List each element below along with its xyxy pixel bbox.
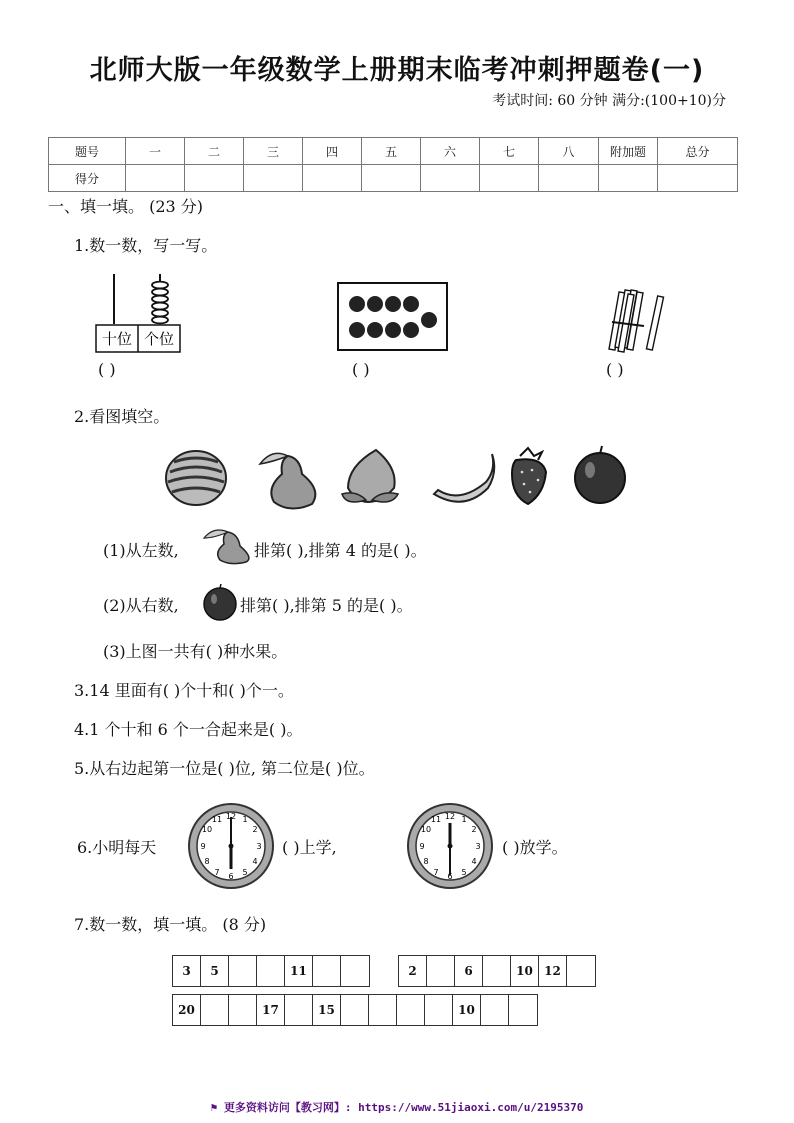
- answer-blank[interactable]: ( ): [98, 360, 116, 379]
- sticks-bundle-icon: [604, 286, 674, 356]
- svg-text:12: 12: [444, 812, 456, 821]
- page-title: 北师大版一年级数学上册期末临考冲刺押题卷(一): [89, 55, 705, 86]
- number-cell[interactable]: [425, 995, 453, 1025]
- number-cell[interactable]: 10: [511, 956, 539, 986]
- score-cell[interactable]: [303, 165, 362, 192]
- number-cell[interactable]: 17: [257, 995, 285, 1025]
- clock-icon: [405, 801, 495, 891]
- flag-icon: ⚑: [210, 1101, 224, 1114]
- abacus-label-tens: 十位: [101, 330, 133, 348]
- number-cell[interactable]: [229, 956, 257, 986]
- score-header-cell: 题号: [49, 138, 126, 165]
- svg-text:4: 4: [471, 857, 477, 866]
- number-sequence-b: [398, 955, 596, 987]
- score-cell[interactable]: [599, 165, 658, 192]
- score-cell[interactable]: [126, 165, 185, 192]
- footer-link[interactable]: [0, 1099, 794, 1115]
- number-cell[interactable]: [369, 995, 397, 1025]
- clock-icon: [186, 801, 276, 891]
- question-6-prefix: 6.小明每天: [77, 838, 157, 857]
- number-cell[interactable]: 15: [313, 995, 341, 1025]
- score-cell[interactable]: [185, 165, 244, 192]
- question-6-time2: ( )放学。: [502, 838, 568, 857]
- score-table-header-row: [49, 138, 738, 165]
- svg-text:11: 11: [430, 815, 442, 824]
- fruit-row: [160, 442, 640, 512]
- score-cell[interactable]: [421, 165, 480, 192]
- svg-text:11: 11: [211, 815, 223, 824]
- svg-text:4: 4: [252, 857, 258, 866]
- svg-text:5: 5: [242, 868, 248, 877]
- svg-text:1: 1: [242, 815, 248, 824]
- banana-icon: [434, 454, 494, 502]
- score-cell[interactable]: [480, 165, 539, 192]
- number-cell[interactable]: 6: [455, 956, 483, 986]
- svg-text:2: 2: [471, 825, 477, 834]
- number-cell[interactable]: [483, 956, 511, 986]
- svg-text:1: 1: [461, 815, 467, 824]
- number-cell[interactable]: 2: [399, 956, 427, 986]
- svg-text:7: 7: [433, 868, 439, 877]
- score-table: [48, 137, 738, 192]
- question-3: 3.14 里面有( )个十和( )个一。: [74, 681, 294, 700]
- strawberry-icon: [512, 448, 546, 504]
- exam-info: 考试时间: 60 分钟 满分:(100+10)分: [492, 93, 726, 109]
- number-cell[interactable]: 11: [285, 956, 313, 986]
- svg-text:12: 12: [225, 812, 237, 821]
- score-header-cell: 二: [185, 138, 244, 165]
- pear-icon: [200, 526, 254, 566]
- apple-icon: [200, 584, 240, 622]
- number-cell[interactable]: [509, 995, 537, 1025]
- svg-text:10: 10: [201, 825, 213, 834]
- svg-text:3: 3: [475, 842, 481, 851]
- abacus-label-ones: 个位: [143, 330, 175, 348]
- score-header-cell: 总分: [658, 138, 738, 165]
- number-cell[interactable]: [427, 956, 455, 986]
- question-6-time1: ( )上学,: [282, 838, 337, 857]
- score-header-cell: 三: [244, 138, 303, 165]
- score-row-label: 得分: [49, 165, 126, 192]
- score-header-cell: 附加题: [599, 138, 658, 165]
- number-cell[interactable]: 20: [173, 995, 201, 1025]
- peach-icon: [342, 450, 398, 502]
- dots-box-icon: [337, 282, 449, 352]
- number-sequence-c: [172, 994, 538, 1026]
- watermelon-icon: [166, 451, 226, 505]
- score-header-cell: 一: [126, 138, 185, 165]
- number-cell[interactable]: [481, 995, 509, 1025]
- question-2-2-text: 排第( ),排第 5 的是( )。: [240, 596, 413, 615]
- answer-blank[interactable]: ( ): [352, 360, 370, 379]
- svg-text:9: 9: [419, 842, 425, 851]
- number-cell[interactable]: 5: [201, 956, 229, 986]
- score-cell[interactable]: [658, 165, 738, 192]
- question-2-1-text: 排第( ),排第 4 的是( )。: [254, 541, 427, 560]
- number-cell[interactable]: 10: [453, 995, 481, 1025]
- number-cell[interactable]: [397, 995, 425, 1025]
- question-1: 1.数一数，写一写。: [74, 236, 218, 255]
- abacus-icon: [92, 272, 184, 354]
- svg-text:8: 8: [423, 857, 429, 866]
- score-cell[interactable]: [539, 165, 599, 192]
- number-cell[interactable]: 3: [173, 956, 201, 986]
- score-table-score-row: [49, 165, 738, 192]
- question-2-2-prefix: (2)从右数,: [103, 596, 179, 615]
- question-5: 5.从右边起第一位是( )位, 第二位是( )位。: [74, 759, 375, 778]
- score-header-cell: 七: [480, 138, 539, 165]
- answer-blank[interactable]: ( ): [606, 360, 624, 379]
- number-cell[interactable]: [341, 995, 369, 1025]
- question-2-3: (3)上图一共有( )种水果。: [103, 642, 288, 661]
- number-cell[interactable]: [229, 995, 257, 1025]
- svg-text:6: 6: [228, 872, 234, 881]
- number-sequence-a: [172, 955, 370, 987]
- question-2: 2.看图填空。: [74, 407, 170, 426]
- number-cell[interactable]: [567, 956, 595, 986]
- score-header-cell: 五: [362, 138, 421, 165]
- question-4: 4.1 个十和 6 个一合起来是( )。: [74, 720, 303, 739]
- section-heading: 一、填一填。 (23 分): [48, 197, 204, 216]
- number-cell[interactable]: [285, 995, 313, 1025]
- score-cell[interactable]: [362, 165, 421, 192]
- apple-icon: [575, 446, 625, 503]
- svg-text:7: 7: [214, 868, 220, 877]
- number-cell[interactable]: 12: [539, 956, 567, 986]
- footer-text[interactable]: 更多资料访问【教习网】: https://www.51jiaoxi.com/u/2195370: [223, 1101, 584, 1114]
- svg-text:6: 6: [447, 872, 453, 881]
- score-header-cell: 四: [303, 138, 362, 165]
- svg-text:9: 9: [200, 842, 206, 851]
- score-cell[interactable]: [244, 165, 303, 192]
- question-2-1-prefix: (1)从左数,: [103, 541, 179, 560]
- svg-text:3: 3: [256, 842, 262, 851]
- question-7: 7.数一数，填一填。 (8 分): [74, 915, 267, 934]
- svg-text:5: 5: [461, 868, 467, 877]
- pear-icon: [260, 453, 315, 508]
- number-cell[interactable]: [341, 956, 369, 986]
- svg-text:2: 2: [252, 825, 258, 834]
- svg-text:10: 10: [420, 825, 432, 834]
- number-cell[interactable]: [201, 995, 229, 1025]
- score-header-cell: 六: [421, 138, 480, 165]
- number-cell[interactable]: [313, 956, 341, 986]
- score-header-cell: 八: [539, 138, 599, 165]
- svg-text:8: 8: [204, 857, 210, 866]
- number-cell[interactable]: [257, 956, 285, 986]
